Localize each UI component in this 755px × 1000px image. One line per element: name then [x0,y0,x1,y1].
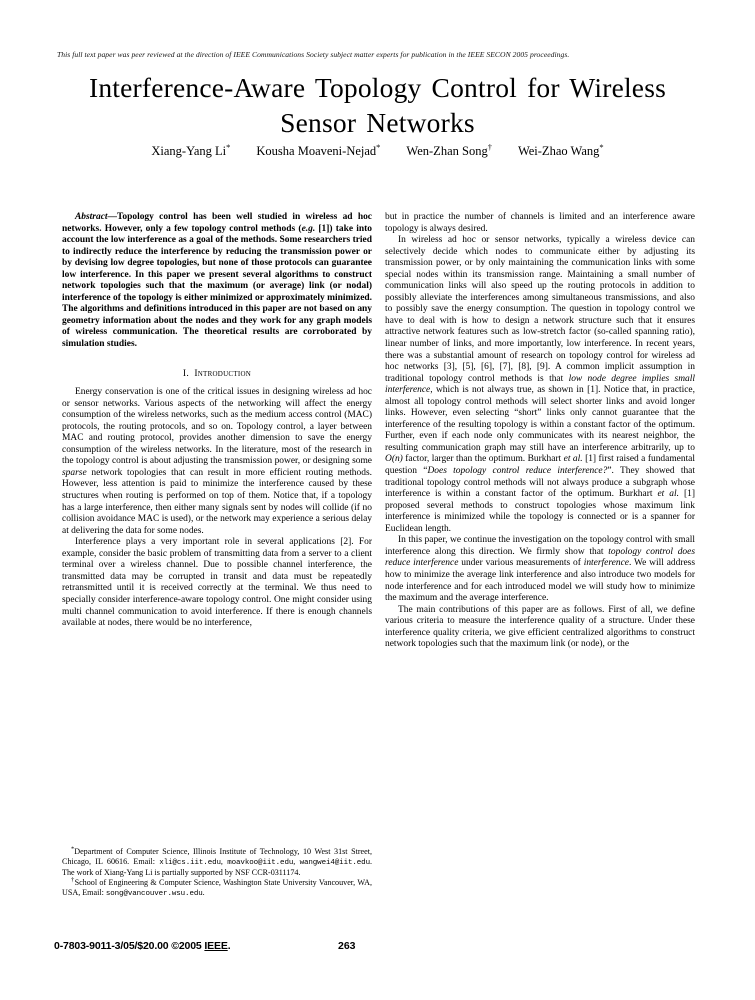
footnote-1-mark: * [71,845,75,853]
right-p2-a: In this paper, we continue the investigation on the topology control with small interference along this direction. We firmly show that [385,535,695,557]
abstract-paragraph [62,212,372,351]
right-p2-b: under various measurements of [458,558,584,569]
author-list [60,143,695,159]
author-3-mark: † [487,141,492,152]
abstract-dash: — [107,212,117,222]
left-p1-b: network topologies that can result in more efficient routing methods. However, less attention is paid to minimize the interference caused by these structures when routing is performed on top of them. Notice that, if a topology has a large interference, then either many signals sent by nodes will collide (if no collision avoidance MAC is used), or the network may experience a serious delay at delivering the data for some nodes. [62,467,372,536]
right-p1-lownodedegree: low node degree implies small interference [385,373,695,396]
author-4-mark: * [599,141,604,152]
footnote-1-email-2: moavkoo@iit.edu [227,858,294,867]
abstract-label: Abstract [75,212,108,222]
right-p1-etal-2: et al. [657,489,679,500]
right-p1-a: In wireless ad hoc or sensor networks, typically a wireless device can selectively decide which nodes to communicate either by adjusting its transmission power, or by only maintaining the communication links with some special nodes within its transmission range. Maintaining a small number of communication links will also speed up the routing protocols in addition to possibly alleviate the interferences among simultaneous transmissions, and also to possibly save the energy consumption. The question in topology control we have to deal with is how to design a network structure such that it ensures attractive network features such as low-stretch factor (so-called spanning ratio), linear number of links, and more importantly, low interference. In recent years, there was a substantial amount of research on topology control for wireless ad hoc networks [3], [5], [6], [7], [8], [9]. A common implicit assumption in traditional topology control methods is that [385,235,695,384]
copyright-period: . [227,940,231,952]
section-heading-introduction [62,368,372,380]
author-1-mark: * [226,141,231,152]
right-p1-question: Does topology control reduce interference? [427,466,608,477]
footnote-2-email-1: song@vancouver.wsu.edu [105,889,203,898]
footnote-1-d: . The work of Xiang-Yang Li is partially supported by NSF CCR-0311174. [62,856,373,878]
right-p1-etal-1: et al. [563,454,583,465]
author-2-name: Kousha Moaveni-Nejad [256,144,377,158]
right-p2-claim: topology control does reduce interference [385,546,695,569]
page-title [60,70,695,140]
left-column [62,212,372,630]
right-p1-d: [1] first raised a fundamental question “ [385,454,695,477]
ieee-copyright-banner: This full text paper was peer reviewed at the direction of IEEE Communications Society subject matter experts for publication in the IEEE SECON 2005 proceedings. [57,50,570,59]
right-p1-f: [1] proposed several methods to construct topologies whose maximum link interference is minimized while the topology is connected or is a spanner for Euclidean length. [385,489,695,534]
footnote-1 [62,847,372,878]
section-number: I. [182,367,190,379]
copyright-isbn: 0-7803-9011-3/05/$20.00 [54,940,172,952]
right-paragraph-0: but in practice the number of channels is limited and an interference aware topology is always desired. [385,212,695,234]
footnote-1-email-1: xli@cs.iit.edu [159,858,221,867]
author-2 [256,143,380,159]
right-p1-c: factor, larger than the optimum. Burkhart [402,454,564,465]
right-paragraph-3: The main contributions of this paper are as follows. First of all, we define various criteria to measure the interference quality of a structure. Under these interference quality criteria, we give efficient centralized algorithms to construct network topologies such that the maximum link (or node), or the [385,604,695,650]
footnote-block [62,847,372,900]
title-line-1: Interference-Aware Topology Control for Wireless [88,72,667,103]
left-p1-a: Energy conservation is one of the critical issues in designing wireless ad hoc or sensor networks. Various aspects of the networking will affect the energy consumption of the wireless networks, such as the medium access control (MAC) protocols, the routing protocols, and so on. Topology control, a layer between MAC and routing protocol, provides another dimension to save the energy consumption of the wireless networks. In the literature, most of the research in the topology control is about adjusting the transmission power, or designing some [62,387,372,467]
author-2-mark: * [376,141,381,152]
abstract-text-b: [1]) take into account the low interference as a goal of the methods. Some researchers tried to indirectly reduce the interference by reducing the transmission power or by devising low degree topologies, but none of those protocols can guarantee low interference. In this paper we present several algorithms to construct network topologies such that the maximum (or average) link (or nodal) interference of the topology is either minimized or approximately minimized. The algorithms and definitions introduced in this paper are not based on any geometry information about the nodes and they work for any graph models of wireless communication. The theoretical results are corroborated by simulation studies. [62,223,372,350]
footnote-2 [62,878,372,899]
footnote-2-mark: † [71,876,75,884]
author-4 [518,143,604,159]
title-line-2: Sensor Networks [280,107,475,138]
footnote-1-b: , [220,856,228,866]
copyright-line [54,940,231,952]
left-paragraph-1 [62,387,372,537]
abstract-text-a: Topology control has been well studied in wireless ad hoc networks. However, only a few topology control methods ( [62,212,372,234]
author-3 [406,143,492,159]
right-p1-bigO: O(n) [385,454,403,465]
ieee-wordmark: IEEE [204,940,228,952]
author-1 [151,143,230,159]
author-3-name: Wen-Zhan Song [406,144,488,158]
author-1-name: Xiang-Yang Li [151,144,227,158]
abstract-eg: e.g. [301,223,316,234]
right-p1-e: ”. They showed that traditional topology control methods will not always produce a subgraph whose interference is within a constant factor of the optimum. Burkhart [385,466,695,500]
right-p1-b: , which is not always true, as shown in [1]. Notice that, in practice, almost all topology control methods will select shorter links and avoid longer links. However, even selecting “short” links only cannot guarantee that the interference of the resulting topology is within a constant factor of the optimum. Further, even if each node only communicates with its nearest neighbor, the resulting communication graph may still have an interference arbitrarily, up to [385,385,695,453]
right-column [385,212,695,651]
copyright-year: ©2005 [171,940,205,952]
footnote-2-b: . [202,887,205,897]
right-p2-c: . We will address how to minimize the average link interference and also introduce two models for node interference and for each introduced model we will study how to minimize the maximum and the average interference. [385,558,695,604]
right-paragraph-1 [385,235,695,535]
page-number: 263 [338,940,356,952]
right-p2-interference: interference [583,558,629,569]
left-paragraph-2: Interference plays a very important role in several applications [2]. For example, consider the basic problem of transmitting data from a server to a client terminal over a wireless channel. Due to possible channel interference, the transmitted data may be corrupted in transit and data must be repeatedly retransmitted until it is received correctly at the terminal. We thus need to specially consider interference-aware topology control. One might consider using multi channel communication to avoid interference. If there is enough channels available at nodes, there would be no interference, [62,537,372,629]
section-name: Introduction [194,367,252,379]
footnote-1-a: Department of Computer Science, Illinois Institute of Technology, 10 West 31st Street, Chicago, IL 60616. Email: [62,847,372,866]
left-p1-sparse: sparse [62,467,87,478]
footnote-1-email-3: wangwei4@iit.edu [299,858,370,867]
author-4-name: Wei-Zhao Wang [517,144,600,158]
footnote-2-a: School of Engineering & Computer Science, Washington State University Vancouver, WA, USA, Email: [62,878,372,897]
right-paragraph-2 [385,535,695,604]
footnote-1-c: , [293,856,300,866]
